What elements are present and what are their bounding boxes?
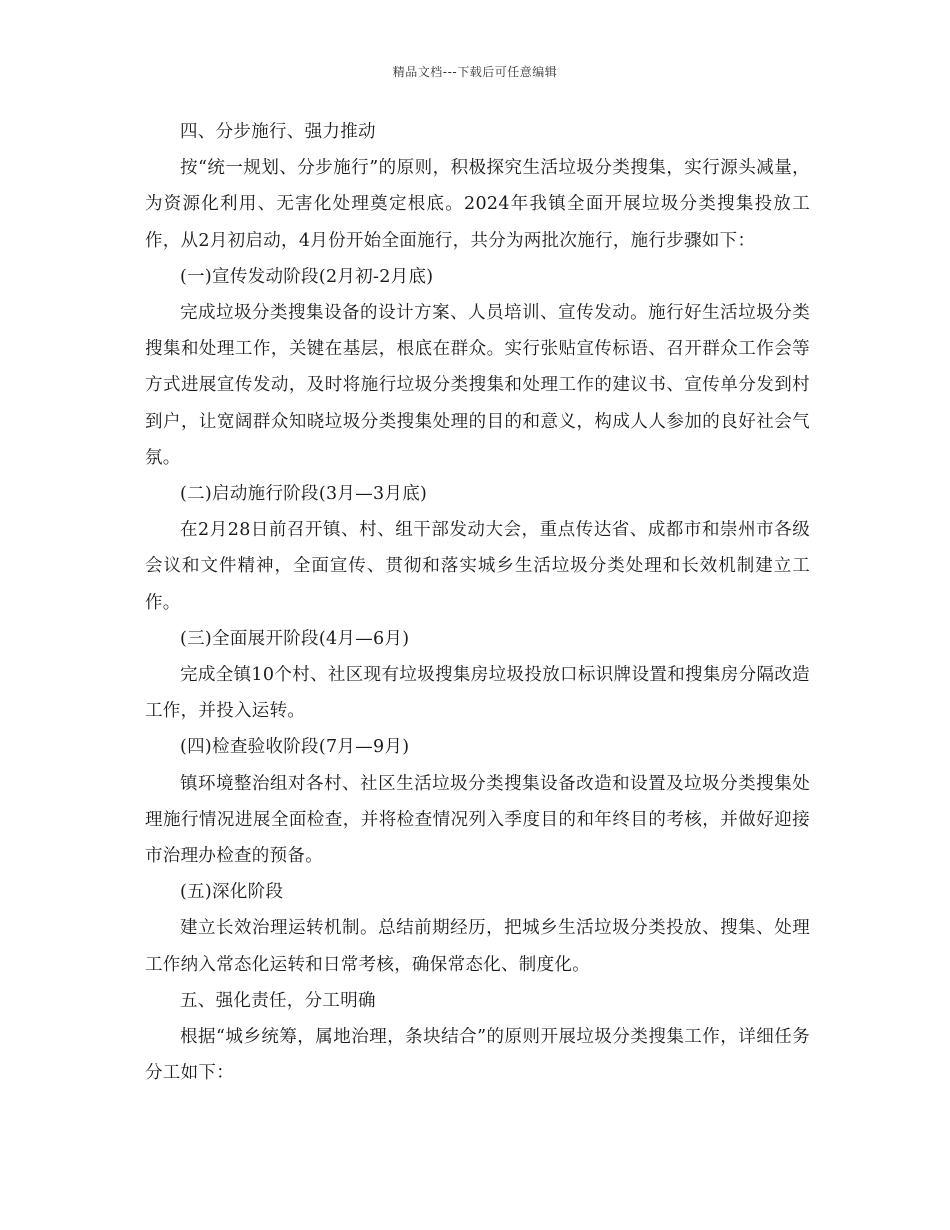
body-paragraph: 镇环境整治组对各村、社区生活垃圾分类搜集设备改造和设置及垃圾分类搜集处理施行情况进展全面检查，并将检查情况列入季度目的和年终目的考核，并做好迎接市治理办检查的预备。 xyxy=(145,773,810,867)
stage-heading-4: (四)检查验收阶段(7月—9月) xyxy=(180,737,410,758)
section-heading-5: 五、强化责任，分工明确 xyxy=(180,990,376,1011)
stage-heading-3: (三)全面展开阶段(4月—6月) xyxy=(180,628,410,649)
body-paragraph: 完成垃圾分类搜集设备的设计方案、人员培训、宣传发动。施行好生活垃圾分类搜集和处理工作，关键在基层，根底在群众。实行张贴宣传标语、召开群众工作会等方式进展宣传发动，及时将施行垃圾分类搜集和处理工作的建议书、宣传单分发到村到户，让宽阔群众知晓垃圾分类搜集处理的目的和意义，构成人人参加的良好社会气氛。 xyxy=(145,303,810,468)
body-paragraph: 按“统一规划、分步施行”的原则，积极探究生活垃圾分类搜集，实行源头减量，为资源化利用、无害化处理奠定根底。2024年我镇全面开展垃圾分类搜集投放工作，从2月初启动，4月份开始全面施行，共分为两批次施行，施行步骤如下： xyxy=(145,158,810,251)
body-paragraph: 根据“城乡统筹，属地治理，条块结合”的原则开展垃圾分类搜集工作，详细任务分工如下： xyxy=(145,1027,810,1084)
body-paragraph: 完成全镇10个村、社区现有垃圾搜集房垃圾投放口标识牌设置和搜集房分隔改造工作，并投入运转。 xyxy=(145,665,810,722)
stage-heading-5: (五)深化阶段 xyxy=(180,882,284,903)
page-header: 精品文档---下载后可任意编辑 xyxy=(392,65,558,79)
document-body xyxy=(145,114,810,1091)
body-paragraph: 在2月28日前召开镇、村、组干部发动大会，重点传达省、成都市和崇州市各级会议和文件精神，全面宣传、贯彻和落实城乡生活垃圾分类处理和长效机制建立工作。 xyxy=(145,520,810,613)
stage-heading-1: (一)宣传发动阶段(2月初-2月底) xyxy=(180,266,434,287)
section-heading-4: 四、分步施行、强力推动 xyxy=(180,122,376,142)
body-paragraph: 建立长效治理运转机制。总结前期经历，把城乡生活垃圾分类投放、搜集、处理工作纳入常态化运转和日常考核，确保常态化、制度化。 xyxy=(145,918,810,975)
stage-heading-2: (二)启动施行阶段(3月—3月底) xyxy=(180,484,428,505)
